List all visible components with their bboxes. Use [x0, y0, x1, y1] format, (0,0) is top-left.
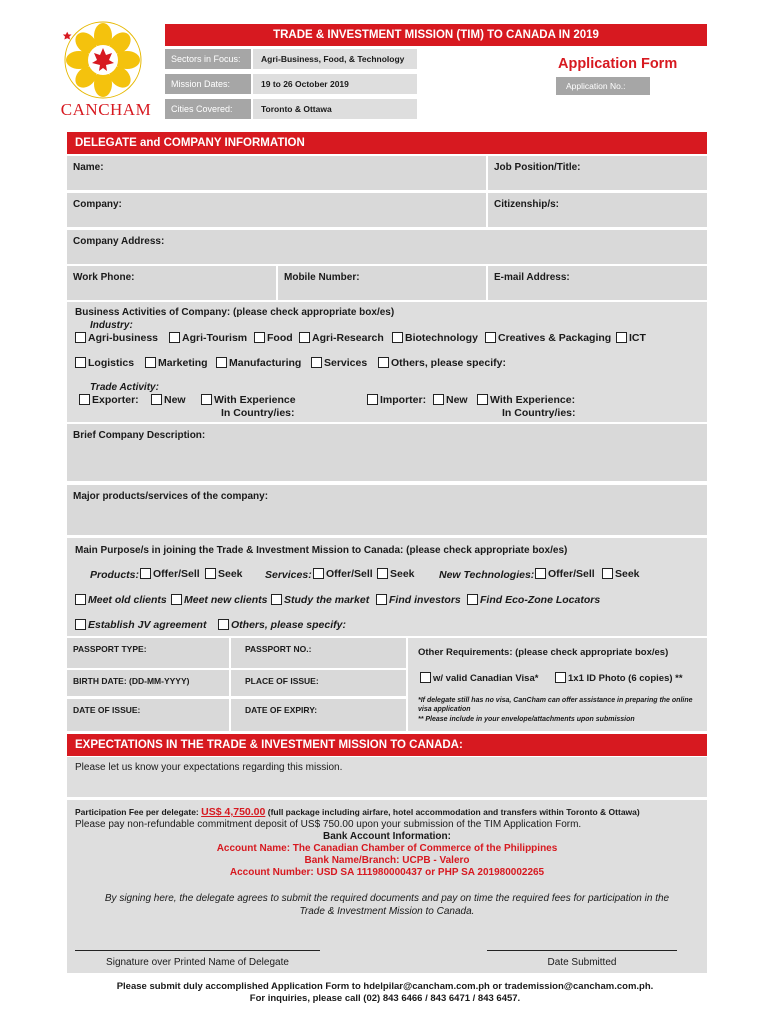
email-label: E-mail Address: [494, 272, 570, 283]
cities-value-cell [253, 99, 417, 119]
logo-text: CANCHAM [60, 100, 152, 119]
exporter-option[interactable] [79, 394, 139, 406]
expectations-prompt: Please let us know your expectations regarding this mission. [75, 762, 343, 773]
industry-others[interactable] [378, 357, 506, 369]
products-seek-option[interactable] [205, 568, 243, 580]
checkbox[interactable] [79, 394, 90, 405]
checkbox[interactable] [201, 394, 212, 405]
industry-biotechnology[interactable] [392, 332, 478, 344]
cities-value: Toronto & Ottawa [261, 104, 332, 114]
application-no-label: Application No.: [566, 81, 626, 91]
industry-marketing[interactable] [145, 357, 208, 369]
industry-food[interactable] [254, 332, 293, 344]
checkbox[interactable] [254, 332, 265, 343]
checkbox[interactable] [378, 357, 389, 368]
checkbox[interactable] [467, 594, 478, 605]
account-name: Account Name: The Canadian Chamber of Commerce of the Philippines [216, 843, 558, 854]
account-number: Account Number: USD SA 111980000437 or PHP SA 201980002265 [229, 867, 545, 878]
date-of-issue-label: DATE OF ISSUE: [73, 705, 141, 715]
checkbox[interactable] [140, 568, 151, 579]
attachment-note: ** Please include in your envelope/attachments upon submission [418, 716, 635, 723]
industry-services[interactable] [311, 357, 367, 369]
industry-creatives-label: Creatives & Packaging [498, 332, 612, 344]
place-of-issue-label: PLACE OF ISSUE: [245, 676, 319, 686]
job-position-label: Job Position/Title: [494, 162, 581, 173]
place-of-issue-field[interactable] [231, 670, 406, 696]
industry-agritourism[interactable] [169, 332, 247, 344]
date-submitted-label: Date Submitted [547, 957, 617, 968]
checkbox[interactable] [367, 394, 378, 405]
products-label: Products: [90, 569, 140, 581]
expectations-field[interactable] [67, 757, 707, 797]
email-field[interactable] [488, 266, 707, 300]
fee-line [75, 806, 640, 818]
checkbox[interactable] [216, 357, 227, 368]
cancham-logo [48, 18, 158, 120]
mobile-label: Mobile Number: [284, 272, 360, 283]
checkbox[interactable] [392, 332, 403, 343]
delegate-section-bar [67, 132, 707, 154]
photo-label: 1x1 ID Photo (6 copies) ** [568, 673, 683, 684]
checkbox[interactable] [169, 332, 180, 343]
brief-description-field[interactable] [67, 424, 707, 481]
citizenship-field[interactable] [488, 193, 707, 227]
company-address-label: Company Address: [73, 236, 165, 247]
products-offer-label: Offer/Sell [153, 568, 200, 580]
importer-new-label: New [446, 394, 468, 406]
delegate-section-title: DELEGATE and COMPANY INFORMATION [75, 137, 305, 149]
purpose-new-clients-label: Meet new clients [184, 594, 268, 606]
expectations-section-title: EXPECTATIONS IN THE TRADE & INVESTMENT MISSION TO CANADA: [75, 739, 463, 751]
tech-seek-option[interactable] [602, 568, 640, 580]
purpose-ecozone-label: Find Eco-Zone Locators [480, 594, 601, 606]
birth-date-label: BIRTH DATE: (DD-MM-YYYY) [73, 676, 190, 686]
name-label: Name: [73, 162, 104, 173]
purpose-new-clients[interactable] [171, 594, 267, 606]
dates-label-cell [165, 74, 251, 94]
checkbox[interactable] [485, 332, 496, 343]
importer-new-option[interactable] [433, 394, 468, 406]
industry-creatives[interactable] [485, 332, 611, 344]
purpose-heading: Main Purpose/s in joining the Trade & Investment Mission to Canada: (please check appropriate box/es) [75, 545, 568, 556]
services-offer-option[interactable] [313, 568, 373, 580]
purpose-others-label: Others, please specify: [231, 619, 346, 631]
date-line[interactable] [487, 950, 677, 951]
date-of-expiry-field[interactable] [231, 699, 406, 731]
major-products-label: Major products/services of the company: [73, 491, 269, 502]
application-no-input[interactable] [652, 77, 707, 95]
mission-title-bar [165, 24, 707, 46]
photo-option[interactable] [555, 672, 683, 684]
major-products-field[interactable] [67, 485, 707, 535]
purpose-others[interactable] [218, 619, 346, 631]
brief-description-label: Brief Company Description: [73, 430, 206, 441]
industry-agritourism-label: Agri-Tourism [182, 332, 248, 344]
industry-agriresearch-label: Agri-Research [312, 332, 384, 344]
cities-label: Cities Covered: [171, 104, 233, 114]
industry-manufacturing[interactable] [216, 357, 301, 369]
company-field[interactable] [67, 193, 486, 227]
industry-logistics[interactable] [75, 357, 134, 369]
signature-label: Signature over Printed Name of Delegate [106, 957, 289, 968]
products-seek-label: Seek [218, 568, 243, 580]
checkbox[interactable] [75, 332, 86, 343]
business-activities-heading: Business Activities of Company: (please check appropriate box/es) [75, 307, 395, 318]
industry-agribusiness[interactable] [75, 332, 158, 344]
inquiries-line: For inquiries, please call (02) 843 6466 / 843 6471 / 843 6457. [249, 993, 521, 1004]
date-of-issue-field[interactable] [67, 699, 229, 731]
checkbox[interactable] [602, 568, 613, 579]
passport-type-label: PASSPORT TYPE: [73, 644, 147, 654]
tech-seek-label: Seek [615, 568, 640, 580]
bank-name: Bank Name/Branch: UCPB - Valero [304, 855, 470, 866]
importer-label: Importer: [380, 394, 427, 406]
checkbox[interactable] [205, 568, 216, 579]
visa-label: w/ valid Canadian Visa* [433, 673, 539, 684]
citizenship-label: Citizenship/s: [494, 199, 560, 210]
signature-line[interactable] [75, 950, 320, 951]
industry-biotechnology-label: Biotechnology [405, 332, 478, 344]
purpose-jv-label: Establish JV agreement [88, 619, 207, 631]
purpose-ecozone[interactable] [467, 594, 600, 606]
checkbox[interactable] [171, 594, 182, 605]
industry-marketing-label: Marketing [158, 357, 208, 369]
date-of-expiry-label: DATE OF EXPIRY: [245, 705, 318, 715]
bank-heading: Bank Account Information: [323, 831, 451, 842]
industry-ict[interactable] [616, 332, 646, 344]
industry-logistics-label: Logistics [88, 357, 135, 369]
company-label: Company: [73, 199, 122, 210]
fee-label: Participation Fee per delegate: [75, 807, 199, 817]
job-position-field[interactable] [488, 156, 707, 190]
checkbox[interactable] [535, 568, 546, 579]
industry-label: Industry: [90, 320, 133, 331]
industry-others-label: Others, please specify: [391, 357, 506, 369]
checkbox[interactable] [75, 619, 86, 630]
deposit-note: Please pay non-refundable commitment deposit of US$ 750.00 upon your submission of the TIM Application Form. [75, 819, 582, 830]
industry-agriresearch[interactable] [299, 332, 384, 344]
industry-agribusiness-label: Agri-business [88, 332, 159, 344]
industry-food-label: Food [267, 332, 293, 344]
checkbox[interactable] [145, 357, 156, 368]
checkbox[interactable] [433, 394, 444, 405]
checkbox[interactable] [75, 594, 86, 605]
cities-label-cell [165, 99, 251, 119]
passport-no-label: PASSPORT NO.: [245, 644, 312, 654]
company-address-field[interactable] [67, 230, 707, 264]
checkbox[interactable] [313, 568, 324, 579]
checkbox[interactable] [555, 672, 566, 683]
passport-no-field[interactable] [231, 638, 406, 668]
mission-title: TRADE & INVESTMENT MISSION (TIM) TO CANADA IN 2019 [273, 29, 599, 41]
checkbox[interactable] [75, 357, 86, 368]
checkbox[interactable] [218, 619, 229, 630]
passport-type-field[interactable] [67, 638, 229, 668]
industry-ict-label: ICT [629, 332, 646, 344]
application-form-title: Application Form [558, 56, 678, 72]
sectors-value: Agri-Business, Food, & Technology [261, 54, 405, 64]
submission-instructions: Please submit duly accomplished Application Form to hdelpilar@cancham.com.ph or trademission@cancham.com.ph. [116, 981, 654, 992]
services-offer-label: Offer/Sell [326, 568, 373, 580]
checkbox[interactable] [477, 394, 488, 405]
products-offer-option[interactable] [140, 568, 200, 580]
industry-services-label: Services [324, 357, 368, 369]
fee-amount: US$ 4,750.00 [201, 806, 266, 818]
checkbox[interactable] [311, 357, 322, 368]
work-phone-label: Work Phone: [73, 272, 135, 283]
importer-experience-option[interactable] [477, 394, 575, 406]
purpose-jv[interactable] [75, 619, 206, 631]
tech-offer-label: Offer/Sell [548, 568, 595, 580]
checkbox[interactable] [420, 672, 431, 683]
services-seek-label: Seek [390, 568, 415, 580]
dates-value-cell [253, 74, 417, 94]
purpose-study-market[interactable] [271, 594, 369, 606]
importer-countries-label: In Country/ies: [502, 407, 576, 419]
services-label: Services: [265, 569, 312, 581]
work-phone-field[interactable] [67, 266, 276, 300]
birth-date-field[interactable] [67, 670, 229, 696]
purpose-old-clients-label: Meet old clients [88, 594, 167, 606]
mobile-field[interactable] [278, 266, 486, 300]
checkbox[interactable] [151, 394, 162, 405]
dates-label: Mission Dates: [171, 79, 231, 89]
checkbox[interactable] [377, 568, 388, 579]
purpose-old-clients[interactable] [75, 594, 167, 606]
exporter-new-option[interactable] [151, 394, 186, 406]
trade-activity-label: Trade Activity: [90, 382, 159, 393]
exporter-countries-label: In Country/ies: [221, 407, 295, 419]
sectors-label-cell [165, 49, 251, 69]
tech-offer-option[interactable] [535, 568, 595, 580]
dates-value: 19 to 26 October 2019 [261, 79, 349, 89]
new-tech-label: New Technologies: [439, 569, 535, 581]
exporter-label: Exporter: [92, 394, 139, 406]
expectations-section-bar [67, 734, 707, 756]
agreement-text: By signing here, the delegate agrees to submit the required documents and pay on time the required fees for participation in the Trade & Investment Mission to Canada. [104, 893, 670, 917]
checkbox[interactable] [376, 594, 387, 605]
purpose-investors[interactable] [376, 594, 461, 606]
application-no-cell [556, 77, 650, 95]
purpose-investors-label: Find investors [389, 594, 461, 606]
visa-note: *If delegate still has no visa, CanCham can offer assistance in preparing the online visa application [418, 697, 693, 713]
checkbox[interactable] [299, 332, 310, 343]
purpose-study-market-label: Study the market [284, 594, 370, 606]
name-field[interactable] [67, 156, 486, 190]
other-requirements-heading: Other Requirements: (please check appropriate box/es) [418, 647, 669, 658]
exporter-new-label: New [164, 394, 186, 406]
importer-option[interactable] [367, 394, 426, 406]
importer-experience-label: With Experience: [490, 394, 576, 406]
checkbox[interactable] [271, 594, 282, 605]
sectors-label: Sectors in Focus: [171, 54, 241, 64]
sectors-value-cell [253, 49, 417, 69]
services-seek-option[interactable] [377, 568, 415, 580]
exporter-experience-label: With Experience [214, 394, 296, 406]
exporter-experience-option[interactable] [201, 394, 296, 406]
industry-manufacturing-label: Manufacturing [229, 357, 302, 369]
fee-package: (full package including airfare, hotel accommodation and transfers within Toronto & Ottawa) [267, 807, 640, 817]
visa-option[interactable] [420, 672, 538, 684]
checkbox[interactable] [616, 332, 627, 343]
